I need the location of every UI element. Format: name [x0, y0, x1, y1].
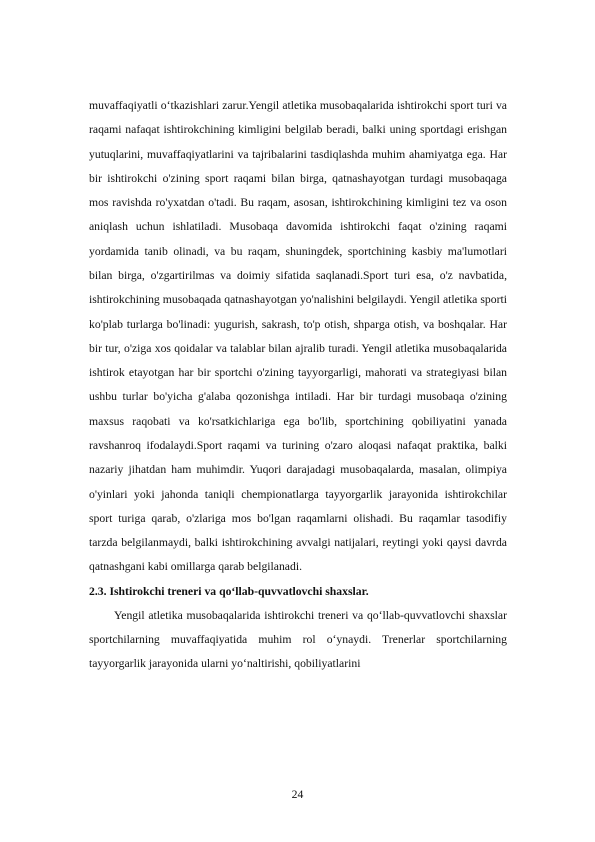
section-paragraph: Yengil atletika musobaqalarida ishtirokchi treneri va qo‘llab-quvvatlovchi shaxslar sportchilarning muvaffaqiyatida muhim rol o‘ynaydi. Trenerlar sportchilarning tayyorgarlik jarayonida ularni yo‘naltirishi, qobiliyatlarini [89, 608, 507, 671]
section-heading: 2.3. Ishtirokchi treneri va qo‘llab-quvvatlovchi shaxslar. [89, 584, 369, 598]
continued-paragraph: muvaffaqiyatli o‘tkazishlari zarur.Yengil atletika musobaqalarida ishtirokchi sport turi va raqami nafaqat ishtirokchining kimligini belgilab beradi, balki uning sportdagi erishgan yutuqlarini, muvaffaqiyatlarini va tajribalarini tasdiqlashda muhim ahamiyatga ega. Har bir ishtirokchi o'zining sport raqami bilan birga, qatnashayotgan turdagi musobaqaga mos ravishda ro'yxatdan o'tadi. Bu raqam, asosan, ishtirokchining kimligini tez va oson aniqlash uchun ishlatiladi. Musobaqa davomida ishtirokchi faqat o'zining raqami yordamida tanib olinadi, va bu raqam, shuningdek, sportchining kasbiy ma'lumotlari bilan birga, o'zgartirilmas va doimiy sifatida saqlanadi.Sport turi esa, o'z navbatida, ishtirokchining musobaqada qatnashayotgan yo'nalishini belgilaydi. Yengil atletika sporti ko'plab turlarga bo'linadi: yugurish, sakrash, to'p otish, shparga otish, va boshqalar. Har bir tur, o'ziga xos qoidalar va talablar bilan ajralib turadi. Yengil atletika musobaqalarida ishtirok etayotgan har bir sportchi o'zining tayyorgarligi, mahorati va strategiyasi bilan ushbu turlar bo'yicha g'alaba qozonishga intiladi. Har bir turdagi musobaqa o'zining maxsus raqobati va ko'rsatkichlariga ega bo'lib, sportchining qobiliyatini yanada ravshanroq ifodalaydi.Sport raqami va turining o'zaro aloqasi nafaqat praktika, balki nazariy jihatdan ham muhimdir. Yuqori darajadagi musobaqalarda, masalan, olimpiya o'yinlari yoki jahonda taniqli chempionatlarga tayyorgarlik jarayonida ishtirokchilar sport turiga qarab, o'zlariga mos bo'lgan raqamlarni olishadi. Bu raqamlar tasodifiy tarzda belgilanmaydi, balki ishtirokchining avvalgi natijalari, reytingi yoki qaysi davrda qatnashgani kabi omillarga qarab belgilanadi. [89, 99, 507, 574]
page-number: 24 [291, 788, 304, 801]
body-text [89, 94, 507, 677]
